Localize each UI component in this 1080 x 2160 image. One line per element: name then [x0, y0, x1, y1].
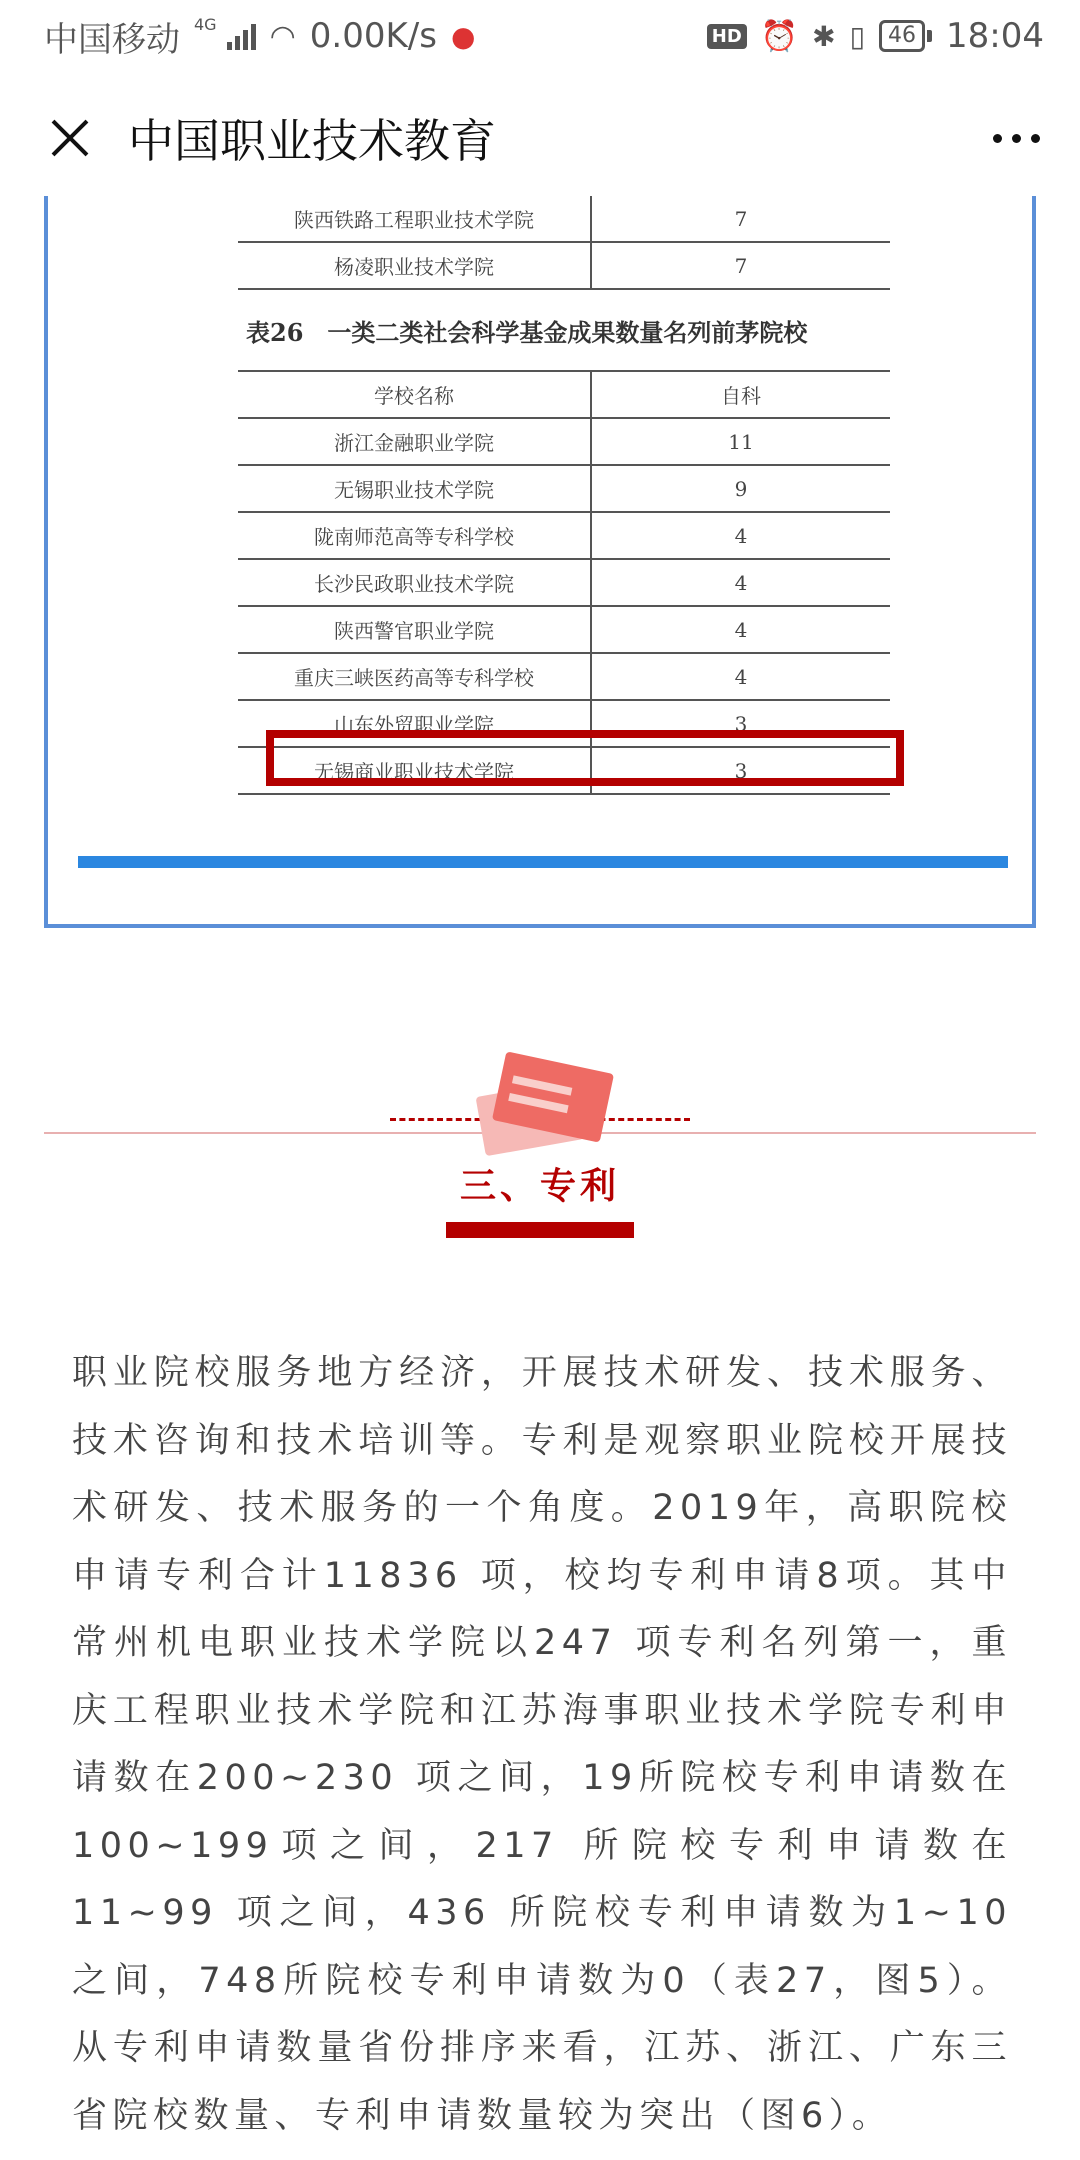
school-count: 7: [734, 206, 748, 231]
article-paragraph: 职业院校服务地方经济，开展技术研发、技术服务、技术咨询和技术培训等。专利是观察职业院校开展技术研发、技术服务的一个角度。2019年，高职院校申请专利合计11836 项，校均专利申请8项。其中常州机电职业技术学院以247 项专利名列第一，重庆工程职业技术学院和江苏海事职业技术学院专利申请数在200~230 项之间，19所院校专利申请数在100~199项之间，217 所院校专利申请数在11~99 项之间，436 所院校专利申请数为1~10 之间，748所院校专利申请数为0（表27，图5）。从专利申请数量省份排序来看，江苏、浙江、广东三省院校数量、专利申请数量较为突出（图6）。: [72, 1353, 1012, 2136]
school-name: 无锡商业职业技术学院: [238, 748, 592, 793]
scanned-table: [238, 196, 890, 795]
clock: 18:04: [946, 16, 1044, 56]
school-count: 3: [734, 758, 748, 783]
table-row: [238, 607, 890, 654]
signal-icon: [227, 22, 256, 50]
network-speed: 0.00K/s: [309, 16, 437, 56]
hd-icon: HD: [707, 24, 747, 49]
school-count: 11: [728, 429, 754, 454]
divider-bar: [78, 856, 1008, 868]
alarm-icon: ⏰: [760, 18, 799, 54]
school-count: 4: [734, 664, 748, 689]
table-row: [238, 560, 890, 607]
header-school-name: 学校名称: [238, 372, 592, 417]
wifi-icon: ◠: [269, 18, 296, 54]
section-title: 三、专利: [459, 1166, 620, 1207]
section-underline: [446, 1222, 634, 1238]
school-name: 杨凌职业技术学院: [238, 243, 592, 288]
table-row: [238, 466, 890, 513]
close-icon[interactable]: [40, 108, 100, 168]
vibrate-icon: ▯: [849, 19, 866, 53]
status-bar: [0, 0, 1080, 72]
school-name: 浙江金融职业学院: [238, 419, 592, 464]
school-name: 陕西铁路工程职业技术学院: [238, 196, 592, 241]
school-count: 4: [734, 570, 748, 595]
network-type: 4G: [194, 14, 217, 34]
school-name: 重庆三峡医药高等专科学校: [238, 654, 592, 699]
table-row: [238, 419, 890, 466]
school-count: 4: [734, 617, 748, 642]
table-row: [238, 243, 890, 290]
school-count: 3: [734, 711, 748, 736]
page-title: 中国职业技术教育: [128, 114, 496, 168]
battery-icon: [879, 20, 932, 52]
table-row: [238, 196, 890, 243]
cards-icon: [480, 1058, 610, 1148]
nav-bar: [0, 72, 1080, 204]
location-icon: ●: [450, 19, 476, 53]
more-options-icon[interactable]: [993, 124, 1040, 153]
school-name: 无锡职业技术学院: [238, 466, 592, 511]
header-count: 自科: [721, 384, 761, 408]
school-name: 陇南师范高等专科学校: [238, 513, 592, 558]
article-image: [44, 196, 1036, 928]
school-name: 长沙民政职业技术学院: [238, 560, 592, 605]
table-row: [238, 654, 890, 701]
school-count: 4: [734, 523, 748, 548]
dashed-line-left: [390, 1118, 490, 1121]
bluetooth-icon: ✱: [812, 19, 836, 53]
table-header: [238, 370, 890, 419]
highlight-box: [266, 730, 904, 786]
battery-level: 46: [879, 20, 925, 52]
table-row: [238, 513, 890, 560]
school-count: 9: [734, 476, 748, 501]
school-count: 7: [734, 253, 748, 278]
school-name: 陕西警官职业学院: [238, 607, 592, 652]
carrier-label: 中国移动: [44, 19, 180, 60]
table-caption: 表26 一类二类社会科学基金成果数量名列前茅院校: [246, 317, 808, 347]
school-name: 山东外贸职业学院: [238, 701, 592, 746]
